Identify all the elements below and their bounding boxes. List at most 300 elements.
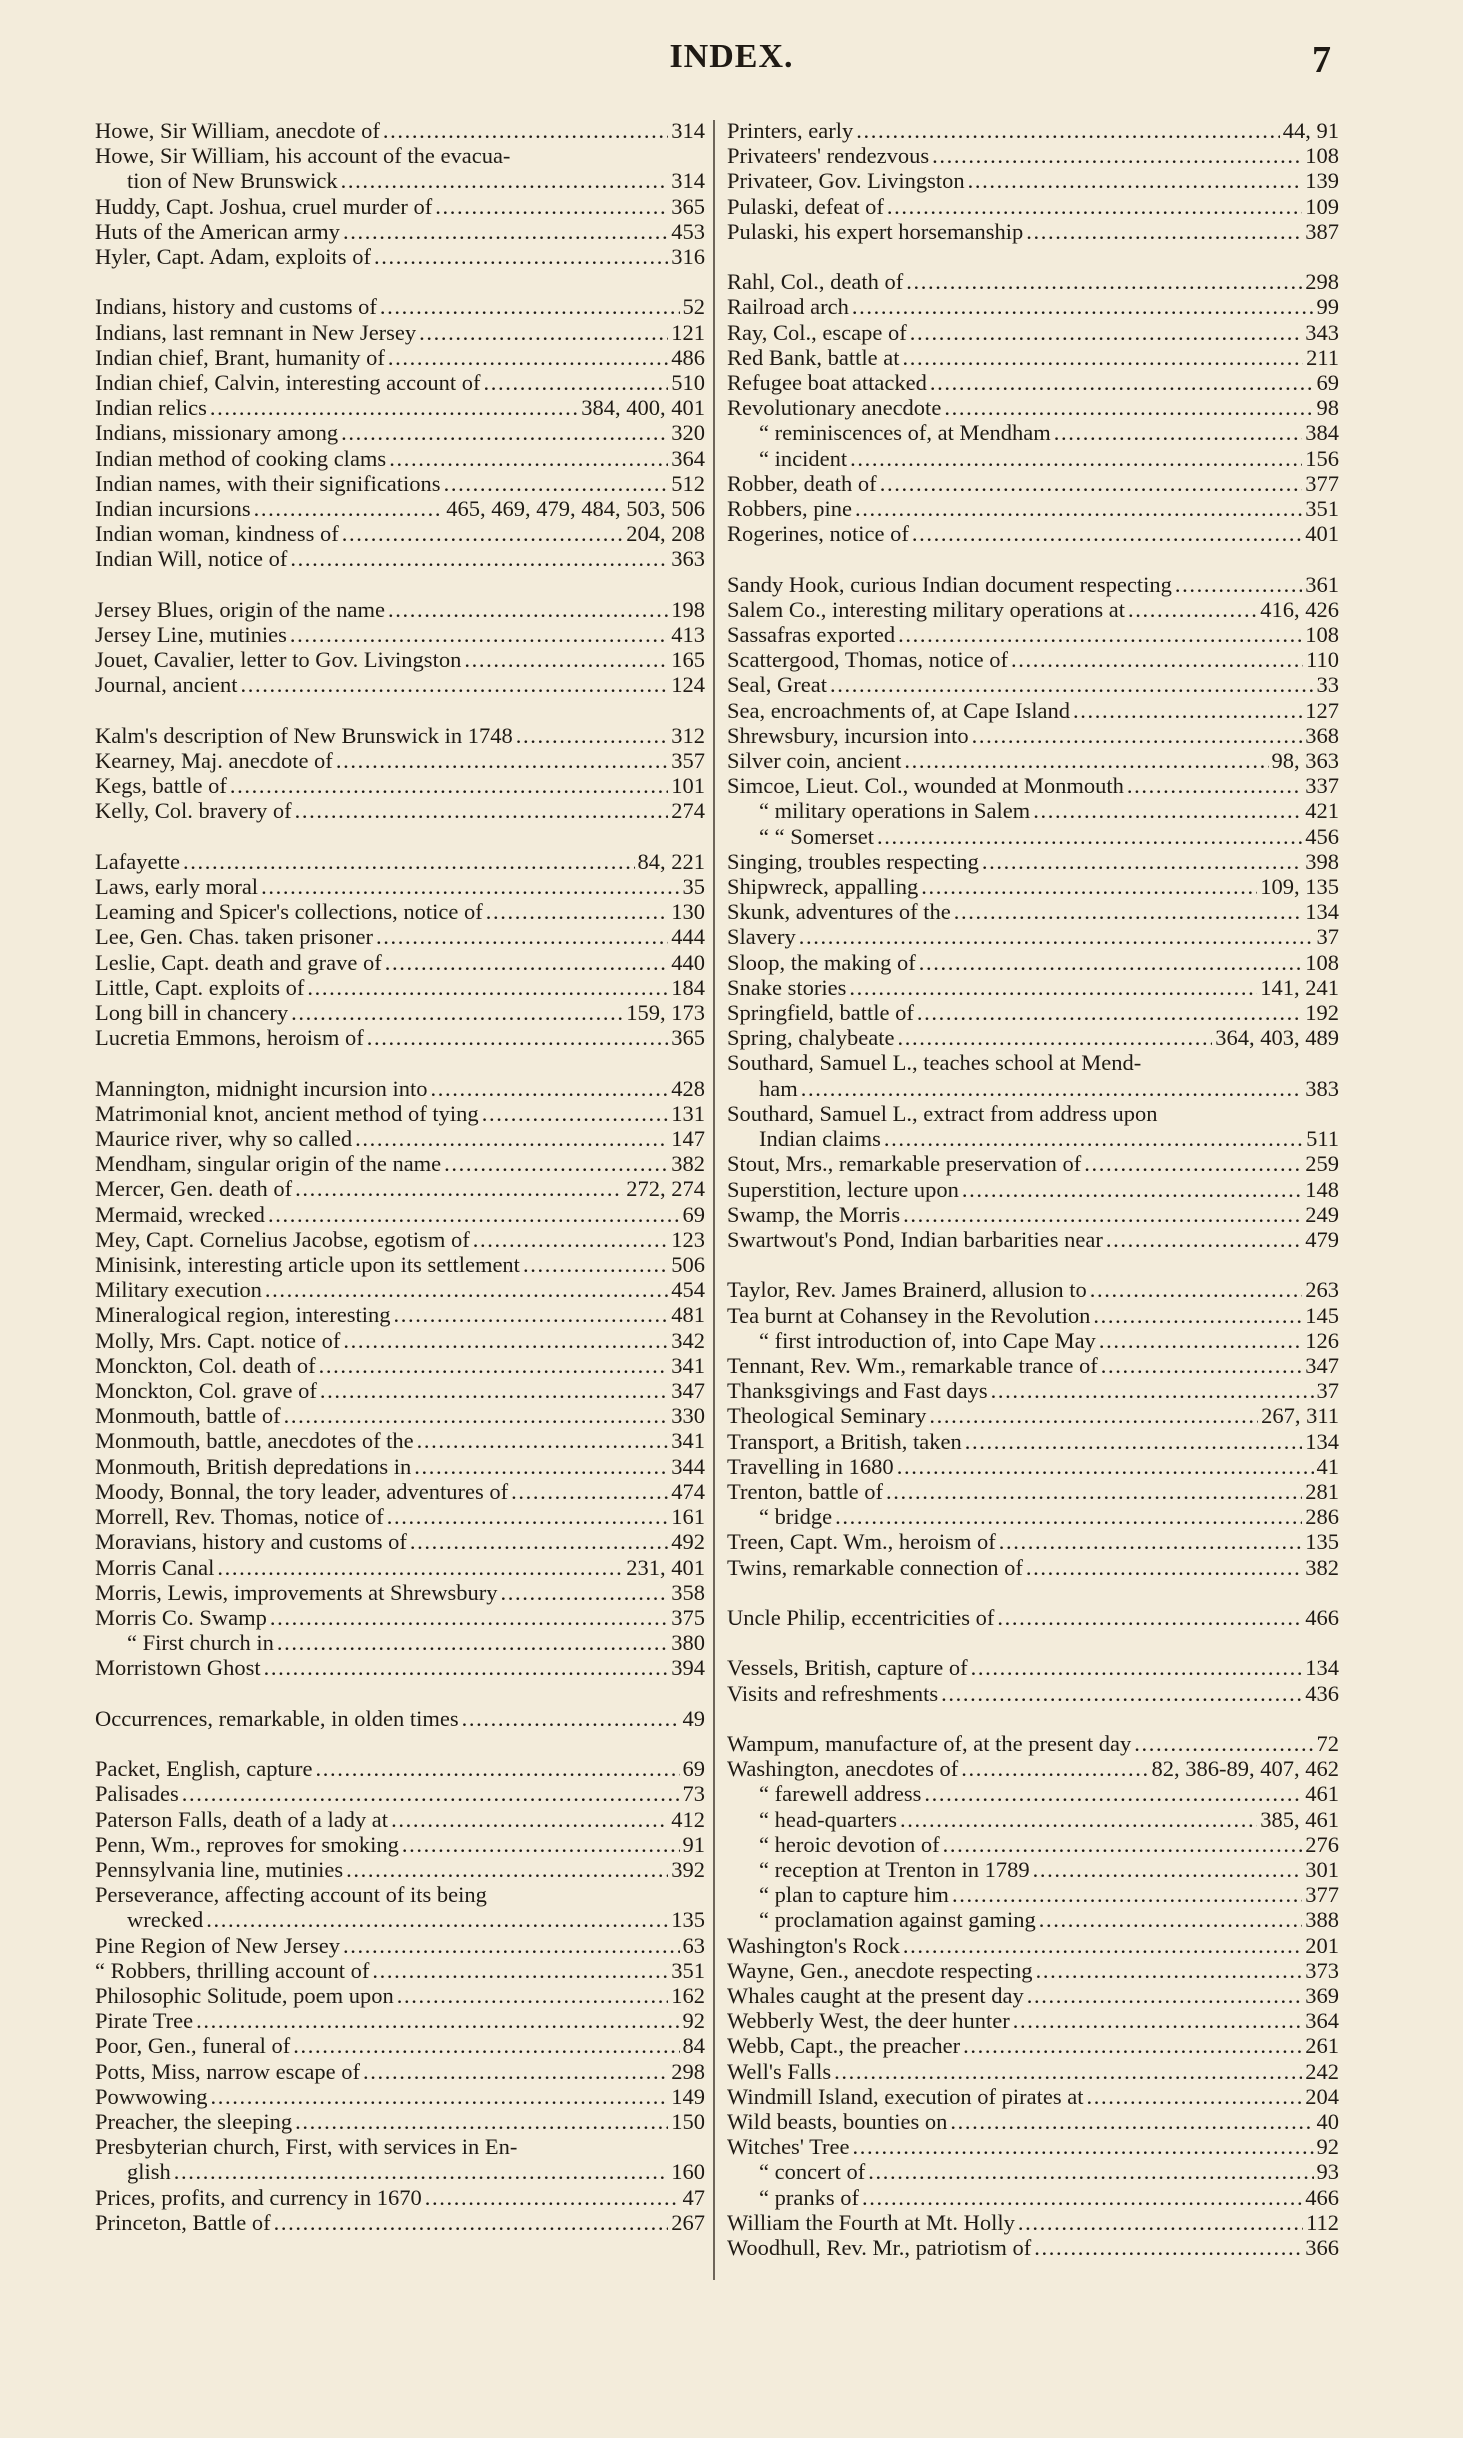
entry-title: Moody, Bonnal, the tory leader, adventures of	[95, 1478, 509, 1504]
dot-leader	[921, 874, 1257, 899]
entry-pages: 394	[671, 1655, 705, 1681]
entry-pages: 481	[671, 1302, 705, 1328]
index-entry	[95, 2059, 705, 2084]
entry-pages: 342	[671, 1327, 705, 1353]
entry-title: Scattergood, Thomas, notice of	[727, 647, 1008, 673]
entry-title: Mineralogical region, interesting	[95, 1302, 391, 1328]
index-entry	[727, 1529, 1339, 1554]
dot-leader	[968, 168, 1303, 193]
index-entry	[727, 2109, 1339, 2134]
dot-leader	[389, 446, 668, 471]
dot-leader	[1175, 572, 1302, 597]
dot-leader	[341, 168, 669, 193]
index-entry	[727, 294, 1339, 319]
entry-title: Skunk, adventures of the	[727, 899, 951, 925]
entry-title: Poor, Gen., funeral of	[95, 2033, 291, 2059]
index-entry	[95, 1529, 705, 1554]
dot-leader	[383, 118, 668, 143]
index-entry	[95, 2159, 705, 2184]
dot-leader	[1128, 597, 1257, 622]
entry-title: Indian method of cooking clams	[95, 445, 387, 471]
entry-pages: 37	[1316, 924, 1339, 950]
entry-title: Snake stories	[727, 974, 847, 1000]
dot-leader	[877, 824, 1302, 849]
index-entry	[727, 521, 1339, 546]
index-entry	[95, 1126, 705, 1151]
entry-pages: 145	[1305, 1302, 1339, 1328]
index-entry	[95, 320, 705, 345]
entry-pages: 148	[1305, 1176, 1339, 1202]
index-entry	[95, 345, 705, 370]
entry-pages: 413	[671, 622, 705, 648]
entry-title: Tea burnt at Cohansey in the Revolution	[727, 1302, 1091, 1328]
index-entry	[727, 2033, 1339, 2058]
entry-pages: 363	[671, 546, 705, 572]
dot-leader	[307, 975, 668, 1000]
index-entry	[727, 1681, 1339, 1706]
entry-pages: 341	[671, 1352, 705, 1378]
entry-pages: 398	[1305, 848, 1339, 874]
entry-title: Preacher, the sleeping	[95, 2108, 293, 2134]
entry-title: Monckton, Col. grave of	[95, 1378, 317, 1404]
index-entry	[727, 1000, 1339, 1025]
entry-pages: 47	[682, 2184, 705, 2210]
entry-pages: 466	[1305, 2184, 1339, 2210]
index-entry	[727, 2235, 1339, 2260]
dot-leader	[511, 1479, 668, 1504]
entry-title: Windmill Island, execution of pirates at	[727, 2083, 1084, 2109]
index-entry	[95, 118, 705, 143]
entry-title: Superstition, lecture upon	[727, 1176, 959, 1202]
entry-title: Long bill in chancery	[95, 1000, 289, 1026]
dot-leader	[402, 1832, 680, 1857]
entry-pages: 263	[1305, 1277, 1339, 1303]
entry-title: Indians, missionary among	[95, 420, 339, 446]
index-entry	[727, 2008, 1339, 2033]
entry-title: Rogerines, notice of	[727, 521, 909, 547]
entry-title: Silver coin, ancient	[727, 748, 902, 774]
index-entry	[727, 1353, 1339, 1378]
dot-leader	[295, 798, 669, 823]
entry-title: Robber, death of	[727, 470, 877, 496]
dot-leader	[516, 723, 669, 748]
entry-title: Lee, Gen. Chas. taken prisoner	[95, 924, 374, 950]
entry-title: Powwowing	[95, 2083, 208, 2109]
index-entry	[95, 950, 705, 975]
dot-leader	[444, 1151, 668, 1176]
dot-leader	[856, 118, 1280, 143]
entry-title: Little, Capt. exploits of	[95, 974, 305, 1000]
entry-pages: 134	[1305, 1655, 1339, 1681]
dot-leader	[217, 1555, 623, 1580]
dot-leader	[897, 1025, 1212, 1050]
entry-pages: 99	[1316, 294, 1339, 320]
entry-pages: 162	[671, 1982, 705, 2008]
dot-leader	[971, 1655, 1303, 1680]
entry-title: Military execution	[95, 1277, 262, 1303]
entry-title: “ proclamation against gaming	[759, 1907, 1036, 1933]
entry-pages: 139	[1305, 168, 1339, 194]
entry-pages: 330	[671, 1403, 705, 1429]
entry-pages: 110	[1306, 647, 1339, 673]
dot-leader	[183, 849, 635, 874]
entry-pages: 127	[1305, 697, 1339, 723]
index-entry	[727, 269, 1339, 294]
index-entry	[727, 950, 1339, 975]
index-entry	[95, 723, 705, 748]
dot-leader	[486, 899, 669, 924]
dot-leader	[1073, 698, 1302, 723]
entry-pages: 231, 401	[626, 1554, 705, 1580]
index-entry	[95, 1252, 705, 1277]
entry-pages: 72	[1316, 1730, 1339, 1756]
entry-pages: 198	[671, 596, 705, 622]
index-entry	[95, 1277, 705, 1302]
index-entry	[95, 1176, 705, 1201]
index-entry	[95, 1403, 705, 1428]
dot-leader	[887, 194, 1302, 219]
entry-title: “ reminiscences of, at Mendham	[759, 420, 1051, 446]
entry-pages: 40	[1316, 2108, 1339, 2134]
dot-leader	[972, 723, 1303, 748]
index-entry	[727, 849, 1339, 874]
index-entry	[727, 320, 1339, 345]
entry-title: Wild beasts, bounties on	[727, 2108, 948, 2134]
index-entry	[95, 1454, 705, 1479]
index-entry	[727, 194, 1339, 219]
entry-title: Sea, encroachments of, at Cape Island	[727, 697, 1070, 723]
entry-pages: 298	[671, 2058, 705, 2084]
entry-title: Vessels, British, capture of	[727, 1655, 968, 1681]
index-entry	[727, 395, 1339, 420]
index-entry	[727, 420, 1339, 445]
entry-title: Printers, early	[727, 118, 854, 143]
entry-pages: 382	[1305, 1554, 1339, 1580]
entry-title: Kalm's description of New Brunswick in 1748	[95, 722, 513, 748]
index-entry	[95, 1302, 705, 1327]
section-gap	[95, 698, 705, 723]
index-entry	[95, 899, 705, 924]
index-entry	[95, 1933, 705, 1958]
entry-title: Monmouth, battle of	[95, 1403, 281, 1429]
index-entry	[727, 118, 1339, 143]
entry-title: Kegs, battle of	[95, 773, 227, 799]
dot-leader	[830, 672, 1314, 697]
entry-pages: 109	[1305, 193, 1339, 219]
entry-pages: 41	[1316, 1453, 1339, 1479]
dot-leader	[261, 874, 679, 899]
section-gap	[727, 546, 1339, 571]
entry-pages: 147	[671, 1126, 705, 1152]
entry-title: “ plan to capture him	[759, 1882, 949, 1908]
dot-leader	[320, 1378, 668, 1403]
index-entry	[727, 1177, 1339, 1202]
entry-title: Wayne, Gen., anecdote respecting	[727, 1957, 1033, 1983]
entry-title: Indian relics	[95, 395, 207, 421]
entry-title: Swartwout's Pond, Indian barbarities near	[727, 1226, 1103, 1252]
index-entry	[727, 572, 1339, 597]
index-entry	[95, 496, 705, 521]
dot-leader	[963, 2033, 1302, 2058]
entry-pages: 37	[1316, 1378, 1339, 1404]
index-entry	[95, 244, 705, 269]
entry-title: Swamp, the Morris	[727, 1201, 901, 1227]
index-entry	[727, 975, 1339, 1000]
entry-pages: 242	[1305, 2058, 1339, 2084]
index-entry	[727, 1328, 1339, 1353]
index-entry	[95, 748, 705, 773]
entry-title: Jersey Line, mutinies	[95, 622, 287, 648]
entry-pages: 267	[671, 2209, 705, 2235]
dot-leader	[799, 924, 1314, 949]
entry-pages: 98	[1316, 395, 1339, 421]
index-entry	[95, 874, 705, 899]
dot-leader	[196, 2008, 679, 2033]
dot-leader	[868, 2159, 1313, 2184]
entry-title: Indian claims	[759, 1126, 881, 1152]
entry-pages: 368	[1305, 722, 1339, 748]
dot-leader	[274, 2210, 669, 2235]
entry-pages: 416, 426	[1260, 596, 1339, 622]
entry-pages: 301	[1305, 1856, 1339, 1882]
entry-pages: 108	[1305, 143, 1339, 169]
index-entry	[95, 1479, 705, 1504]
section-gap	[727, 244, 1339, 269]
index-entry	[95, 1076, 705, 1101]
index-entry	[727, 219, 1339, 244]
dot-leader	[1093, 1303, 1302, 1328]
index-entry	[95, 1630, 705, 1655]
dot-leader	[341, 420, 668, 445]
entry-title: Treen, Capt. Wm., heroism of	[727, 1529, 996, 1555]
entry-pages: 344	[671, 1453, 705, 1479]
entry-pages: 383	[1305, 1075, 1339, 1101]
entry-pages: 112	[1306, 2209, 1339, 2235]
index-entry	[727, 1076, 1339, 1101]
index-entry	[95, 1151, 705, 1176]
dot-leader	[343, 1933, 680, 1958]
index-entry	[727, 2134, 1339, 2159]
entry-pages: 312	[671, 722, 705, 748]
index-entry	[727, 1479, 1339, 1504]
index-entry	[727, 1504, 1339, 1529]
dot-leader	[898, 622, 1302, 647]
dot-leader	[1027, 1983, 1302, 2008]
index-entry	[95, 1378, 705, 1403]
entry-pages: 436	[1305, 1680, 1339, 1706]
entry-pages: 259	[1305, 1151, 1339, 1177]
index-entry	[727, 1277, 1339, 1302]
entry-pages: 286	[1305, 1504, 1339, 1530]
entry-pages: 101	[671, 773, 705, 799]
entry-pages: 267, 311	[1261, 1403, 1339, 1429]
entry-pages: 454	[671, 1277, 705, 1303]
index-entry	[727, 1756, 1339, 1781]
dot-leader	[254, 496, 444, 521]
dot-leader	[903, 1202, 1302, 1227]
entry-pages: 343	[1305, 319, 1339, 345]
dot-leader	[917, 1000, 1302, 1025]
dot-leader	[206, 1907, 668, 1932]
entry-pages: 156	[1305, 445, 1339, 471]
index-entry	[727, 2059, 1339, 2084]
entry-pages: 384, 400, 401	[581, 395, 705, 421]
dot-leader	[862, 2185, 1302, 2210]
entry-title: Sassafras exported	[727, 622, 896, 648]
index-entry	[95, 647, 705, 672]
dot-leader	[295, 2109, 668, 2134]
index-entry	[727, 798, 1339, 823]
entry-pages: 92	[682, 2008, 705, 2034]
entry-title: “ heroic devotion of	[759, 1831, 940, 1857]
entry-pages: 364, 403, 489	[1215, 1025, 1339, 1051]
dot-leader	[930, 370, 1314, 395]
dot-leader	[473, 1227, 669, 1252]
entry-pages: 124	[671, 672, 705, 698]
dot-leader	[919, 950, 1303, 975]
dot-leader	[367, 1025, 669, 1050]
index-entry	[95, 219, 705, 244]
index-entry	[95, 546, 705, 571]
index-entry	[727, 168, 1339, 193]
entry-pages: 131	[671, 1100, 705, 1126]
dot-leader	[387, 1504, 669, 1529]
entry-title: Howe, Sir William, anecdote of	[95, 118, 380, 143]
entry-title: Revolutionary anecdote	[727, 395, 942, 421]
entry-title: Simcoe, Lieut. Col., wounded at Monmouth	[727, 773, 1124, 799]
entry-pages: 375	[671, 1604, 705, 1630]
index-entry	[727, 824, 1339, 849]
section-gap	[95, 1731, 705, 1756]
entry-title: Paterson Falls, death of a lady at	[95, 1806, 389, 1832]
index-entry	[727, 924, 1339, 949]
index-entry	[727, 2084, 1339, 2109]
index-entry	[95, 1857, 705, 1882]
index-entry	[95, 1504, 705, 1529]
index-entry	[727, 1151, 1339, 1176]
dot-leader	[943, 1832, 1303, 1857]
section-gap	[95, 572, 705, 597]
entry-pages: 351	[1305, 496, 1339, 522]
entry-title: “ concert of	[759, 2159, 866, 2185]
entry-title: Transport, a British, taken	[727, 1428, 962, 1454]
entry-title: Monmouth, British depredations in	[95, 1453, 412, 1479]
section-gap	[95, 1050, 705, 1075]
entry-pages: 69	[682, 1756, 705, 1782]
dot-leader	[910, 320, 1303, 345]
dot-leader	[380, 294, 680, 319]
index-column-left	[95, 118, 705, 2235]
index-entry	[727, 496, 1339, 521]
entry-title: Kearney, Maj. anecdote of	[95, 748, 333, 774]
index-entry	[727, 1731, 1339, 1756]
dot-leader	[444, 471, 669, 496]
entry-title: “ first introduction of, into Cape May	[759, 1327, 1096, 1353]
entry-pages: 121	[671, 319, 705, 345]
dot-leader	[912, 521, 1302, 546]
entry-pages: 92	[1316, 2134, 1339, 2160]
entry-pages: 364	[671, 445, 705, 471]
entry-title: Morristown Ghost	[95, 1655, 261, 1681]
entry-pages: 358	[671, 1579, 705, 1605]
entry-pages: 351	[671, 1957, 705, 1983]
dot-leader	[834, 2059, 1302, 2084]
dot-leader	[897, 1454, 1314, 1479]
index-entry-text: Perseverance, affecting account of its being	[95, 1882, 487, 1908]
index-entry	[727, 345, 1339, 370]
entry-title: Indian woman, kindness of	[95, 521, 339, 547]
entry-pages: 184	[671, 974, 705, 1000]
dot-leader	[880, 471, 1303, 496]
entry-pages: 492	[671, 1529, 705, 1555]
entry-title: Mermaid, wrecked	[95, 1201, 265, 1227]
index-entry	[727, 1403, 1339, 1428]
index-entry	[95, 521, 705, 546]
entry-pages: 347	[671, 1378, 705, 1404]
index-entry	[727, 370, 1339, 395]
entry-title: Indian chief, Calvin, interesting account of	[95, 370, 481, 396]
entry-pages: 165	[671, 647, 705, 673]
dot-leader	[900, 1807, 1257, 1832]
dot-leader	[886, 1479, 1302, 1504]
dot-leader	[801, 1076, 1303, 1101]
entry-pages: 272, 274	[626, 1176, 705, 1202]
entry-pages: 149	[671, 2083, 705, 2109]
dot-leader	[265, 1277, 668, 1302]
dot-leader	[950, 2109, 1313, 2134]
dot-leader	[355, 1126, 668, 1151]
index-entry-text: Southard, Samuel L., extract from address upon	[727, 1100, 1158, 1126]
index-entry	[95, 2008, 705, 2033]
entry-pages: 444	[671, 924, 705, 950]
dot-leader	[932, 143, 1302, 168]
entry-title: Slavery	[727, 924, 796, 950]
entry-title: Indian incursions	[95, 496, 251, 522]
entry-pages: 52	[682, 294, 705, 320]
entry-title: Washington, anecdotes of	[727, 1756, 959, 1782]
dot-leader	[523, 1252, 668, 1277]
dot-leader	[419, 320, 668, 345]
entry-title: Jersey Blues, origin of the name	[95, 596, 385, 622]
entry-title: glish	[127, 2159, 171, 2185]
index-entry	[727, 1882, 1339, 1907]
entry-title: Mey, Capt. Cornelius Jacobse, egotism of	[95, 1226, 470, 1252]
dot-leader	[962, 1177, 1302, 1202]
dot-leader	[211, 2084, 669, 2109]
entry-title: Leslie, Capt. death and grave of	[95, 949, 382, 975]
dot-leader	[388, 345, 668, 370]
entry-pages: 204	[1305, 2083, 1339, 2109]
entry-pages: 109, 135	[1260, 874, 1339, 900]
entry-pages: 150	[671, 2108, 705, 2134]
index-entry	[95, 446, 705, 471]
dot-leader	[410, 1529, 668, 1554]
index-entry	[95, 1101, 705, 1126]
entry-title: Refugee boat attacked	[727, 370, 927, 396]
index-entry	[95, 420, 705, 445]
entry-title: Woodhull, Rev. Mr., patriotism of	[727, 2234, 1032, 2260]
index-entry	[95, 1353, 705, 1378]
entry-title: Pirate Tree	[95, 2008, 194, 2034]
index-entry	[95, 194, 705, 219]
entry-title: Taylor, Rev. James Brainerd, allusion to	[727, 1277, 1087, 1303]
entry-pages: 366	[1305, 2234, 1339, 2260]
index-entry	[95, 1706, 705, 1731]
dot-leader	[1026, 219, 1302, 244]
dot-leader	[342, 521, 624, 546]
dot-leader	[1036, 1958, 1303, 1983]
index-column-right	[727, 118, 1339, 2260]
